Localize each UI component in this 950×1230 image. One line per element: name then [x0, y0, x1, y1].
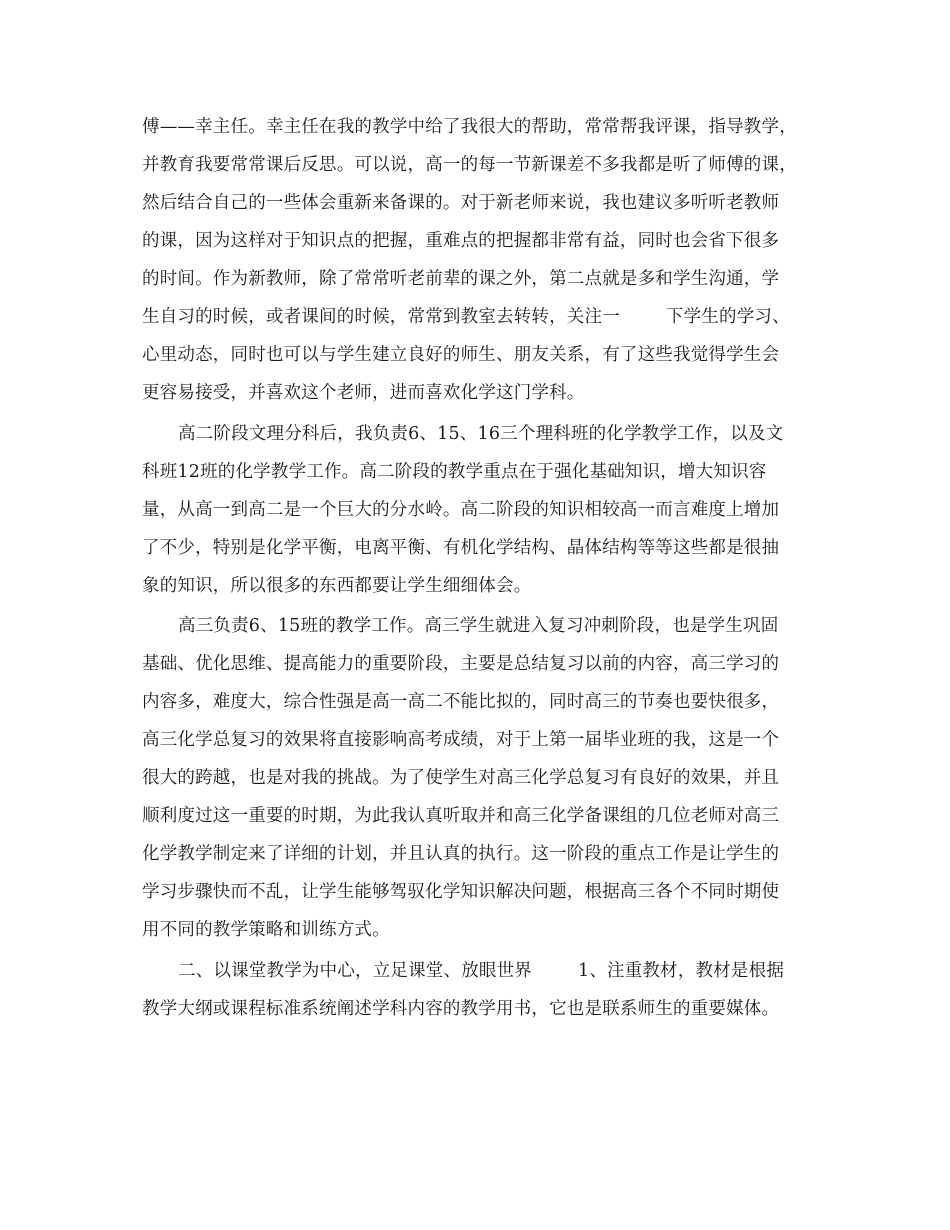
- text-line: 的课，因为这样对于知识点的把握，重难点的把握都非常有益，同时也会省下很多: [142, 231, 780, 251]
- section-heading-line: [178, 960, 858, 982]
- paragraph-first-line: 高二阶段文理分科后，我负责6、15、16三个理科班的化学教学工作，以及文: [178, 424, 784, 444]
- text-line: 科班12班的化学教学工作。高二阶段的教学重点在于强化基础知识，增大知识容: [142, 462, 767, 482]
- text-line: 教学大纲或课程标准系统阐述学科内容的教学用书，它也是联系师生的重要媒体。: [142, 999, 780, 1019]
- text-line: 的时间。作为新教师，除了常常听老前辈的课之外，第二点就是多和学生沟通，学: [142, 269, 780, 289]
- text-segment: 生自习的时候，或者课间的时候，常常到教室去转转，关注一: [142, 307, 620, 327]
- text-line: 顺利度过这一重要的时期，为此我认真听取并和高三化学备课组的几位老师对高三: [142, 806, 780, 826]
- text-line: 学习步骤快而不乱，让学生能够驾驭化学知识解决问题，根据高三各个不同时期使: [142, 882, 780, 902]
- text-line: 内容多，难度大，综合性强是高一高二不能比拟的，同时高三的节奏也要快很多，: [142, 692, 780, 712]
- paragraph-first-line: 高三负责6、15班的教学工作。高三学生就进入复习冲刺阶段，也是学生巩固: [178, 616, 779, 636]
- text-line: 用不同的教学策略和训练方式。: [142, 920, 390, 940]
- text-line: 很大的跨越，也是对我的挑战。为了使学生对高三化学总复习有良好的效果，并且: [142, 768, 780, 788]
- text-line: 傅——幸主任。幸主任在我的教学中给了我很大的帮助，常常帮我评课，指导教学，: [142, 117, 797, 137]
- text-line: 象的知识，所以很多的东西都要让学生细细体会。: [142, 576, 532, 596]
- list-item-start: 1、注重教材，教材是根据: [578, 961, 785, 981]
- text-line: 高三化学总复习的效果将直接影响高考成绩，对于上第一届毕业班的我，这是一个: [142, 730, 780, 750]
- text-line: [142, 306, 822, 328]
- text-segment: 下学生的学习、: [665, 307, 790, 327]
- text-line: 并教育我要常常课后反思。可以说，高一的每一节新课差不多我都是听了师傅的课，: [142, 155, 797, 175]
- text-line: 了不少，特别是化学平衡，电离平衡、有机化学结构、晶体结构等等这些都是很抽: [142, 538, 780, 558]
- section-heading: 二、以课堂教学为中心，立足课堂、放眼世界: [178, 961, 532, 981]
- text-line: 然后结合自己的一些体会重新来备课的。对于新老师来说，我也建议多听听老教师: [142, 193, 780, 213]
- text-line: 更容易接受，并喜欢这个老师，进而喜欢化学这门学科。: [142, 383, 585, 403]
- text-line: 心里动态，同时也可以与学生建立良好的师生、朋友关系，有了这些我觉得学生会: [142, 345, 780, 365]
- text-line: 基础、优化思维、提高能力的重要阶段，主要是总结复习以前的内容，高三学习的: [142, 654, 780, 674]
- text-line: 化学教学制定来了详细的计划，并且认真的执行。这一阶段的重点工作是让学生的: [142, 844, 780, 864]
- text-line: 量，从高一到高二是一个巨大的分水岭。高二阶段的知识相较高一而言难度上增加: [142, 500, 780, 520]
